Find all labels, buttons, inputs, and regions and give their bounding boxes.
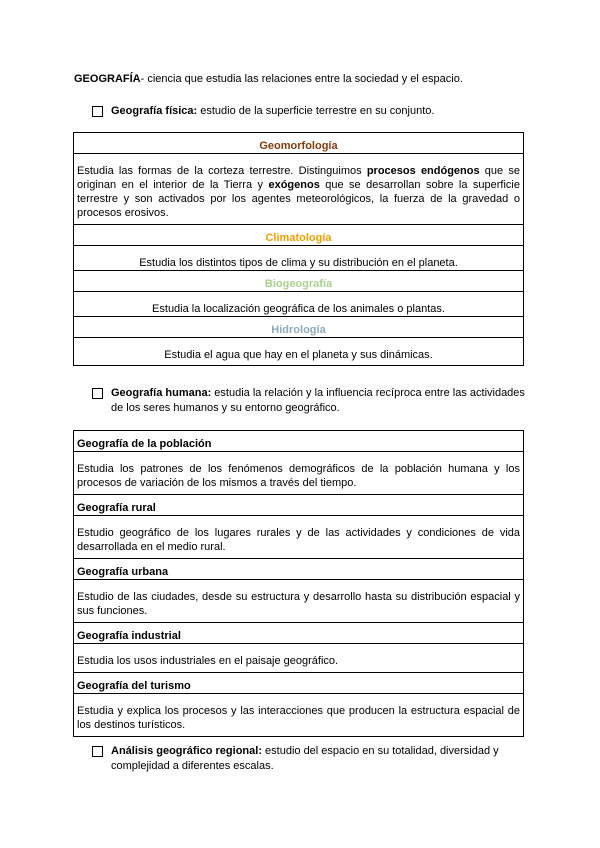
hidrologia-title: Hidrología	[74, 317, 524, 338]
intro-term: GEOGRAFÍA	[74, 73, 141, 85]
biogeografia-title: Biogeografía	[74, 271, 524, 292]
geomorfologia-title: Geomorfología	[74, 133, 524, 154]
checkbox-icon	[92, 106, 103, 117]
poblacion-desc: Estudia los patrones de los fenómenos demográficos de la población humana y los procesos de variación de los mismos a través del tiempo.	[74, 452, 524, 495]
checkbox-icon	[92, 746, 103, 757]
bullet-text: estudio del espacio en su totalidad, diversidad y complejidad a diferentes escalas.	[111, 745, 499, 772]
urbana-desc: Estudio de las ciudades, desde su estructura y desarrollo hasta su distribución espacial y sus funciones.	[74, 580, 524, 623]
biogeografia-desc: Estudia la localización geográfica de los animales o plantas.	[74, 292, 524, 317]
bullet-term: Geografía humana:	[111, 387, 212, 399]
climatologia-title: Climatología	[74, 225, 524, 246]
checkbox-icon	[92, 388, 103, 399]
turismo-title: Geografía del turismo	[74, 673, 524, 694]
rural-title: Geografía rural	[74, 495, 524, 516]
physical-geography-table	[73, 132, 524, 366]
geomorfologia-desc: Estudia las formas de la corteza terrestre. Distinguimos procesos endógenos que se originan en el interior de la Tierra y exógenos que se desarrollan sobre la superficie terrestre y son activados por los agentes meteorológicos, la fuerza de la gravedad o procesos erosivos.	[74, 154, 524, 225]
bullet-term: Análisis geográfico regional:	[111, 745, 262, 757]
poblacion-title: Geografía de la población	[74, 431, 524, 452]
industrial-title: Geografía industrial	[74, 623, 524, 644]
rural-desc: Estudio geográfico de los lugares rurales y de las actividades y condiciones de vida desarrollada en el medio rural.	[74, 516, 524, 559]
intro-paragraph	[74, 72, 544, 86]
industrial-desc: Estudia los usos industriales en el paisaje geográfico.	[74, 644, 524, 673]
human-geography-table	[73, 430, 524, 737]
urbana-title: Geografía urbana	[74, 559, 524, 580]
bullet-term: Geografía física:	[111, 105, 198, 117]
bullet-regional	[92, 744, 532, 774]
bullet-text: estudia la relación y la influencia recíproca entre las actividades de los seres humanos y su entorno geográfico.	[111, 387, 525, 414]
bullet-text: estudio de la superficie terrestre en su conjunto.	[197, 105, 435, 117]
intro-text: - ciencia que estudia las relaciones entre la sociedad y el espacio.	[140, 73, 463, 85]
bullet-human	[92, 386, 532, 416]
hidrologia-desc: Estudia el agua que hay en el planeta y sus dinámicas.	[74, 338, 524, 366]
climatologia-desc: Estudia los distintos tipos de clima y su distribución en el planeta.	[74, 246, 524, 271]
bullet-physical	[92, 104, 532, 119]
turismo-desc: Estudia y explica los procesos y las interacciones que producen la estructura espacial de los destinos turísticos.	[74, 694, 524, 737]
